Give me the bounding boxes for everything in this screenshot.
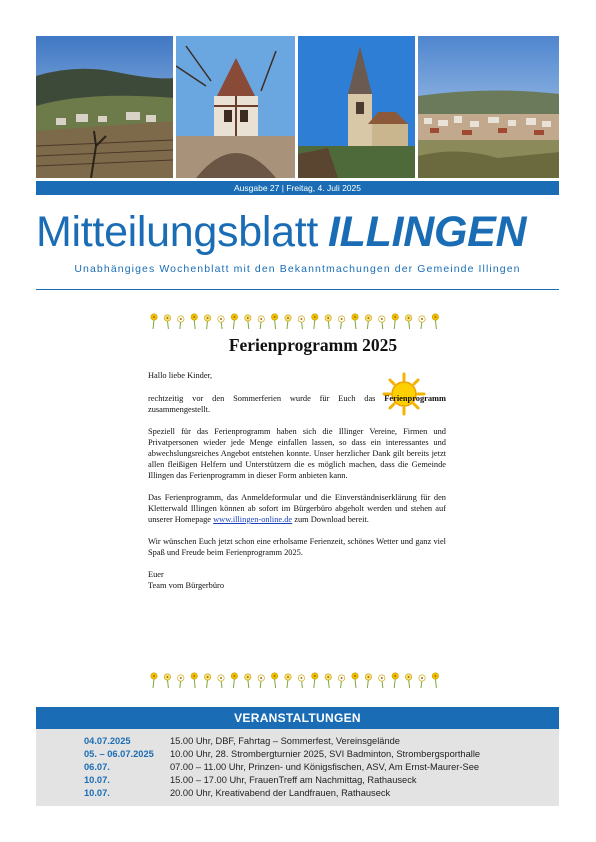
flower-icon [245, 315, 251, 329]
event-row [84, 787, 559, 800]
flower-icon [178, 675, 184, 688]
flower-icon [392, 314, 398, 329]
flower-icon [405, 315, 411, 329]
flower-icon [271, 673, 277, 688]
flower-icon [352, 673, 358, 688]
notice-signature [148, 569, 446, 591]
flower-icon [164, 315, 170, 329]
flower-icon [432, 673, 438, 688]
flower-icon [191, 314, 197, 329]
event-row [84, 774, 559, 787]
flower-icon [312, 314, 318, 329]
flower-icon [271, 314, 277, 329]
flower-icon [338, 316, 344, 329]
event-date: 10.07. [84, 775, 110, 785]
event-text: 15.00 – 17.00 Uhr, FrauenTreff am Nachmittag, Rathauseck [170, 775, 417, 785]
flower-icon [164, 674, 170, 688]
flower-icon [258, 316, 264, 329]
homepage-link[interactable]: www.illingen-online.de [213, 515, 293, 524]
flower-border-bottom [148, 668, 446, 690]
masthead-title-strong: ILLINGEN [328, 208, 527, 256]
flower-icon [312, 673, 318, 688]
flower-icon [392, 673, 398, 688]
notice-paragraph-2: Speziell für das Ferienprogramm haben sich die Illinger Vereine, Firmen und Privatpersonen wieder jede Menge einfallen lassen, so dass ein interessantes und abwechslungsreiches Angebot entstehen konnte. Unser herzlicher Dank gilt bereits jetzt allen fleißigen Helfern und Unterstützern die es möglich machen, dass die Gemeinde Illingen das Ferienprogramm in dieser Form anbieten kann. [148, 427, 446, 480]
flower-icon [245, 674, 251, 688]
church-steeple-photo [298, 36, 415, 178]
flower-icon [231, 673, 237, 688]
event-text: 10.00 Uhr, 28. Strombergturnier 2025, SVI Badminton, Strombergsporthalle [170, 749, 481, 759]
masthead-title-light: Mitteilungsblatt [36, 208, 319, 256]
events-list [36, 729, 559, 806]
flower-icon [325, 674, 331, 688]
masthead-title [36, 204, 559, 260]
photo-strip [36, 36, 559, 178]
masthead-subtitle: Unabhängiges Wochenblatt mit den Bekanntmachungen der Gemeinde Illingen [74, 263, 521, 275]
flower-icon [405, 674, 411, 688]
notice-p1-bold: Ferienprogramm [384, 394, 446, 403]
notice-p1-end: zusammengestellt. [148, 405, 211, 414]
flower-border-top [148, 309, 446, 331]
flower-icon [204, 315, 210, 329]
flower-icon [231, 314, 237, 329]
event-date: 05. – 06.07.2025 [84, 749, 154, 759]
event-text: 07.00 – 11.00 Uhr, Prinzen- und Königsfischen, ASV, Am Ernst-Maurer-See [170, 762, 480, 772]
flower-icon [178, 316, 184, 329]
event-date: 04.07.2025 [84, 736, 131, 746]
event-date: 06.07. [84, 762, 110, 772]
notice-paragraph-4: Wir wünschen Euch jetzt schon eine erholsame Ferienzeit, schönes Wetter und ganz viel Spaß und Freude beim Ferienprogramm 2025. [148, 537, 446, 557]
flower-icon [285, 315, 291, 329]
ferienprogramm-notice [148, 334, 446, 602]
church-tower-closeup-photo [176, 36, 294, 178]
village-hillside-photo [36, 36, 173, 178]
flower-icon [365, 674, 371, 688]
header-divider [36, 289, 559, 290]
notice-paragraph-3 [148, 492, 446, 525]
flower-icon [218, 316, 224, 329]
notice-p3-end: zum Download bereit. [292, 515, 369, 524]
notice-p1-text: rechtzeitig vor den Sommerferien wurde für Euch das [148, 394, 385, 403]
issue-info-bar: Ausgabe 27 | Freitag, 4. Juli 2025 [36, 181, 559, 195]
event-text: 15.00 Uhr, DBF, Fahrtag – Sommerfest, Vereinsgelände [170, 736, 400, 746]
event-row [84, 761, 559, 774]
town-panorama-photo [418, 36, 559, 178]
flower-icon [338, 675, 344, 688]
flower-icon [191, 673, 197, 688]
flower-icon [419, 675, 425, 688]
event-row [84, 735, 559, 748]
signature-line-1: Euer [148, 570, 164, 579]
notice-p3-text: Das Ferienprogramm, das Anmeldeformular und die Einverständniserklärung für den Kletterwald Illingen können ab sofort im Bürgerbüro abgeholt werden und stehen auf unserer Homepage [148, 493, 446, 524]
flower-icon [285, 674, 291, 688]
signature-line-2: Team vom Bürgerbüro [148, 581, 225, 590]
flower-icon [258, 675, 264, 688]
flower-icon [352, 314, 358, 329]
flower-icon [365, 315, 371, 329]
flower-icon [379, 316, 385, 329]
notice-greeting: Hallo liebe Kinder, [148, 371, 213, 380]
event-text: 20.00 Uhr, Kreativabend der Landfrauen, Rathauseck [170, 788, 391, 798]
notice-paragraph-1 [148, 393, 446, 415]
flower-icon [379, 675, 385, 688]
flower-icon [432, 314, 438, 329]
flower-icon [298, 316, 304, 329]
flower-icon [204, 674, 210, 688]
event-date: 10.07. [84, 788, 110, 798]
flower-icon [151, 673, 157, 688]
flower-icon [218, 675, 224, 688]
flower-icon [325, 315, 331, 329]
flower-icon [151, 314, 157, 329]
notice-title: Ferienprogramm 2025 [228, 335, 398, 355]
event-row [84, 748, 559, 761]
flower-icon [419, 316, 425, 329]
events-heading: VERANSTALTUNGEN [36, 707, 559, 729]
flower-icon [298, 675, 304, 688]
